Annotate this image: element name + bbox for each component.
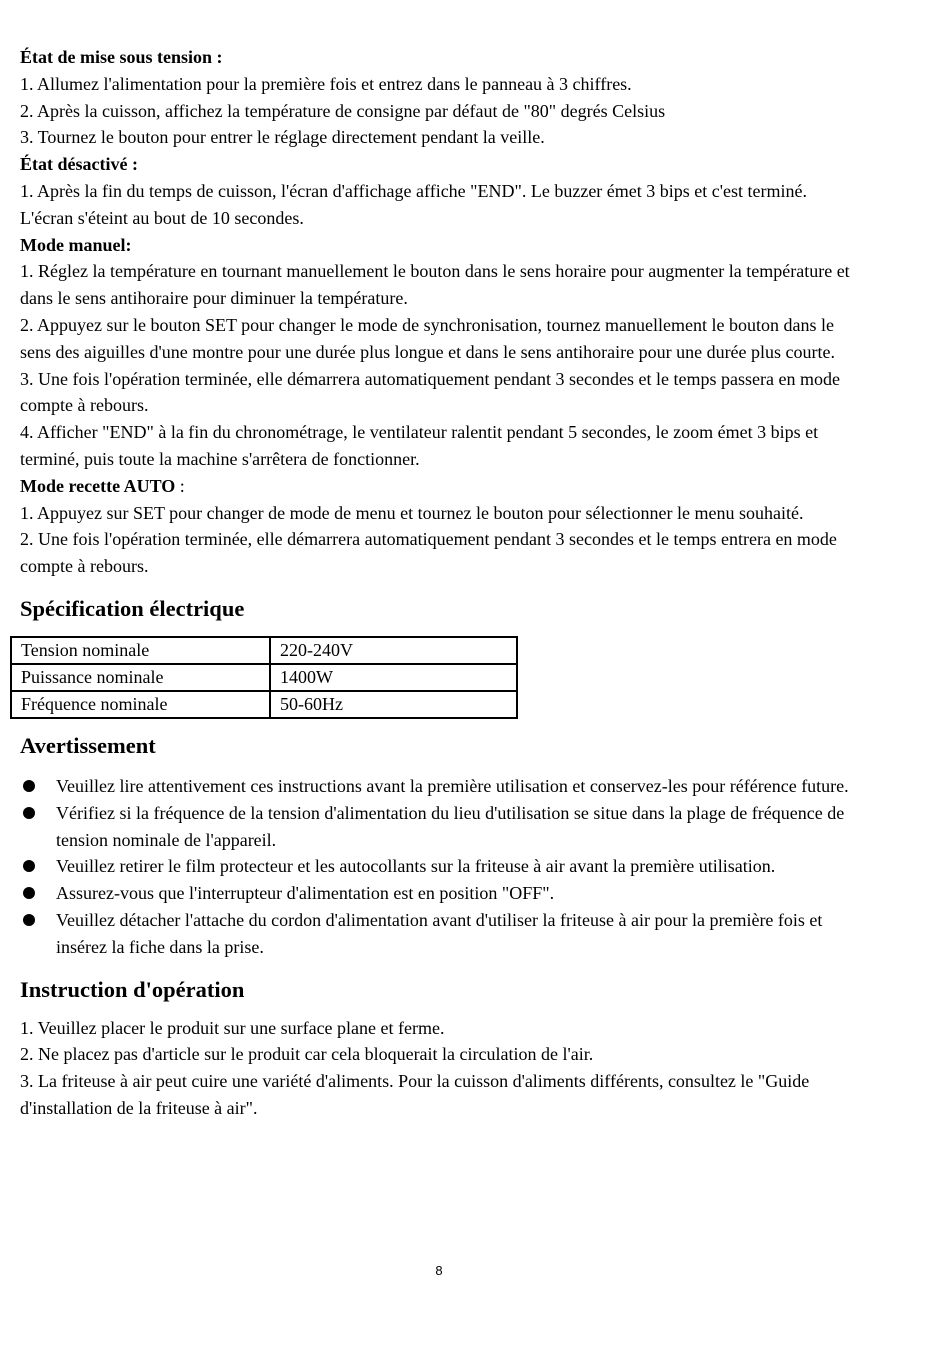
list-item: [20, 907, 860, 961]
warning-text: Veuillez lire attentivement ces instructions avant la première utilisation et conservez-les pour référence future.: [56, 775, 849, 796]
manual-mode-item: 1. Réglez la température en tournant manuellement le bouton dans le sens horaire pour augmenter la température et dans le sens antihoraire pour diminuer la température.: [20, 261, 850, 309]
manual-mode-item: 3. Une fois l'opération terminée, elle démarrera automatiquement pendant 3 secondes et le temps passera en mode compte à rebours.: [20, 368, 840, 416]
spec-value: 1400W: [270, 664, 517, 691]
warning-heading: Avertissement: [20, 732, 156, 758]
list-item: [20, 773, 860, 800]
list-item: [20, 800, 860, 854]
power-off-item: 1. Après la fin du temps de cuisson, l'écran d'affichage affiche "END". Le buzzer émet 3 bips et c'est terminé. L'écran s'éteint au bout de 10 secondes.: [20, 180, 807, 228]
auto-mode-item: 1. Appuyez sur SET pour changer de mode de menu et tournez le bouton pour sélectionner le menu souhaité.: [20, 502, 804, 523]
table-row: [11, 637, 517, 664]
electrical-spec-heading: Spécification électrique: [20, 595, 245, 621]
spec-label: Puissance nominale: [11, 664, 270, 691]
table-row: [11, 691, 517, 718]
power-on-item: 3. Tournez le bouton pour entrer le réglage directement pendant la veille.: [20, 127, 545, 148]
bullet-icon: [23, 807, 35, 819]
auto-mode-heading-suffix: :: [175, 475, 185, 496]
auto-mode-item: 2. Une fois l'opération terminée, elle démarrera automatiquement pendant 3 secondes et le temps entrera en mode compte à rebours.: [20, 529, 837, 577]
warning-list: [20, 773, 860, 961]
auto-mode-heading-line: [20, 473, 860, 500]
bullet-icon: [23, 887, 35, 899]
table-row: [11, 664, 517, 691]
warning-text: Veuillez détacher l'attache du cordon d'alimentation avant d'utiliser la friteuse à air pour la première fois et insérez la fiche dans la prise.: [56, 909, 823, 957]
auto-mode-heading: Mode recette AUTO: [20, 475, 176, 496]
operation-item: 2. Ne placez pas d'article sur le produit car cela bloquerait la circulation de l'air.: [20, 1044, 594, 1065]
spec-value: 220-240V: [270, 637, 517, 664]
power-on-item: 1. Allumez l'alimentation pour la première fois et entrez dans le panneau à 3 chiffres.: [20, 73, 632, 94]
spec-label: Tension nominale: [11, 637, 270, 664]
operation-item: 1. Veuillez placer le produit sur une surface plane et ferme.: [20, 1017, 445, 1038]
warning-text: Veuillez retirer le film protecteur et les autocollants sur la friteuse à air avant la première utilisation.: [56, 856, 776, 877]
bullet-icon: [23, 860, 35, 872]
spec-label: Fréquence nominale: [11, 691, 270, 718]
manual-mode-heading: Mode manuel:: [20, 234, 132, 255]
list-item: [20, 880, 860, 907]
manual-mode-item: 2. Appuyez sur le bouton SET pour changer le mode de synchronisation, tournez manuellement le bouton dans le sens des aiguilles d'une montre pour une durée plus longue et dans le sens antihoraire pour une durée plus courte.: [20, 314, 836, 362]
warning-text: Vérifiez si la fréquence de la tension d'alimentation du lieu d'utilisation se situe dans la plage de fréquence de tension nominale de l'appareil.: [56, 802, 845, 850]
page-number: 8: [435, 1263, 443, 1278]
spec-value: 50-60Hz: [270, 691, 517, 718]
list-item: [20, 853, 860, 880]
warning-text: Assurez-vous que l'interrupteur d'alimentation est en position "OFF".: [56, 883, 555, 904]
manual-mode-item: 4. Afficher "END" à la fin du chronométrage, le ventilateur ralentit pendant 5 secondes, le zoom émet 3 bips et terminé, puis toute la machine s'arrêtera de fonctionner.: [20, 422, 819, 469]
document-page: [20, 44, 860, 1122]
operation-heading: Instruction d'opération: [20, 976, 245, 1002]
power-on-heading: État de mise sous tension :: [20, 47, 223, 67]
bullet-icon: [23, 914, 35, 926]
bullet-icon: [23, 780, 35, 792]
power-on-item: 2. Après la cuisson, affichez la température de consigne par défaut de "80" degrés Celsius: [20, 100, 666, 121]
operation-item: 3. La friteuse à air peut cuire une variété d'aliments. Pour la cuisson d'aliments différents, consultez le "Guide d'installation de la friteuse à air".: [20, 1071, 810, 1118]
electrical-spec-table: [10, 636, 518, 719]
power-off-heading: État désactivé :: [20, 154, 138, 175]
